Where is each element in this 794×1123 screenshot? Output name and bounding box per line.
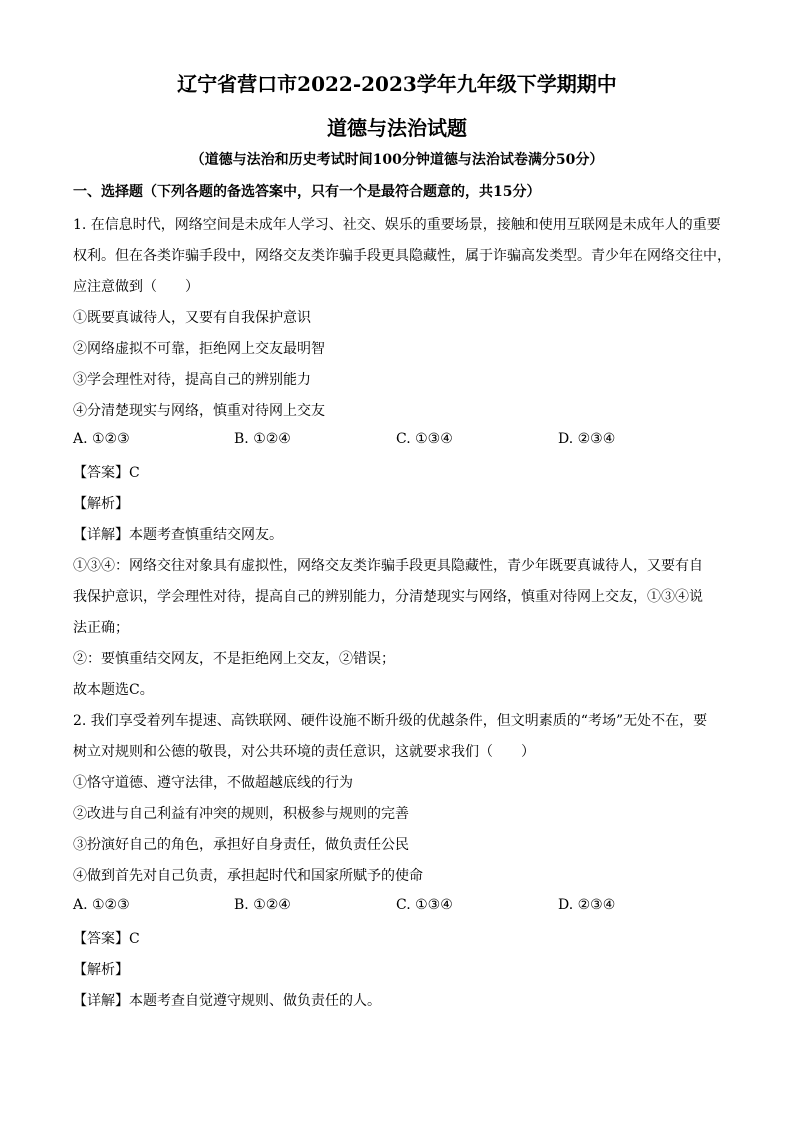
q1-stem-line-3: 应注意做到（ ） [73,279,199,295]
q2-item-2: ②改进与自己利益有冲突的规则，积极参与规则的完善 [73,806,409,822]
q1-analysis-label: 【解析】 [73,496,129,512]
q2-detail: 【详解】本题考查自觉遵守规则、做负责任的人。 [73,993,381,1009]
q1-item-1: ①既要真诚待人，又要有自我保护意识 [73,310,311,326]
q1-item-4: ④分清楚现实与网络，慎重对待网上交友 [73,403,325,419]
q2-item-4: ④做到首先对自己负责，承担起时代和国家所赋予的使命 [73,868,423,884]
q1-option-a: A. ①②③ [73,431,130,447]
q1-answer: 【答案】C [73,465,140,481]
q1-conclusion: 故本题选C。 [73,682,154,698]
q2-option-d: D. ②③④ [558,897,616,913]
q1-explanation-line-3: 法正确； [73,620,129,636]
q1-stem-line-2: 权利。但在各类诈骗手段中，网络交友类诈骗手段更具隐藏性，属于诈骗高发类型。青少年在网络交往中， [73,248,731,264]
exam-info-subtitle: （道德与法治和历史考试时间100分钟道德与法治试卷满分50分） [190,152,604,168]
document-subject-title: 道德与法治试题 [327,116,467,140]
q1-option-c: C. ①③④ [396,431,453,447]
q2-option-c: C. ①③④ [396,897,453,913]
q1-option-d: D. ②③④ [558,431,616,447]
q2-stem-line-2: 树立对规则和公德的敬畏，对公共环境的责任意识，这就要求我们（ ） [73,744,535,760]
q1-option-b: B. ①②④ [234,431,291,447]
q2-item-1: ①恪守道德、遵守法律，不做超越底线的行为 [73,775,353,791]
q1-stem-line-1: 1. 在信息时代，网络空间是未成年人学习、社交、娱乐的重要场景，接触和使用互联网是未成年人的重要 [73,217,721,233]
section-heading: 一、选择题（下列各题的备选答案中，只有一个是最符合题意的，共15分） [73,184,541,200]
q2-option-a: A. ①②③ [73,897,130,913]
q1-explanation-line-1: ①③④：网络交往对象具有虚拟性，网络交友类诈骗手段更具隐藏性，青少年既要真诚待人，又要有自 [73,558,703,574]
document-title: 辽宁省营口市2022-2023学年九年级下学期期中 [177,72,617,96]
q2-item-3: ③扮演好自己的角色，承担好自身责任，做负责任公民 [73,837,409,853]
q1-detail: 【详解】本题考查慎重结交网友。 [73,527,283,543]
q1-item-2: ②网络虚拟不可靠，拒绝网上交友最明智 [73,341,325,357]
q1-item-3: ③学会理性对待，提高自己的辨别能力 [73,372,311,388]
q2-stem-line-1: 2. 我们享受着列车提速、高铁联网、硬件设施不断升级的优越条件，但文明素质的“考场”无处不在，要 [73,713,708,729]
q2-answer: 【答案】C [73,931,140,947]
q2-option-b: B. ①②④ [234,897,291,913]
q2-analysis-label: 【解析】 [73,962,129,978]
q1-explanation-line-2: 我保护意识，学会理性对待，提高自己的辨别能力，分清楚现实与网络，慎重对待网上交友，①③④说 [73,589,703,605]
q1-explanation-line-4: ②：要慎重结交网友，不是拒绝网上交友，②错误； [73,651,395,667]
